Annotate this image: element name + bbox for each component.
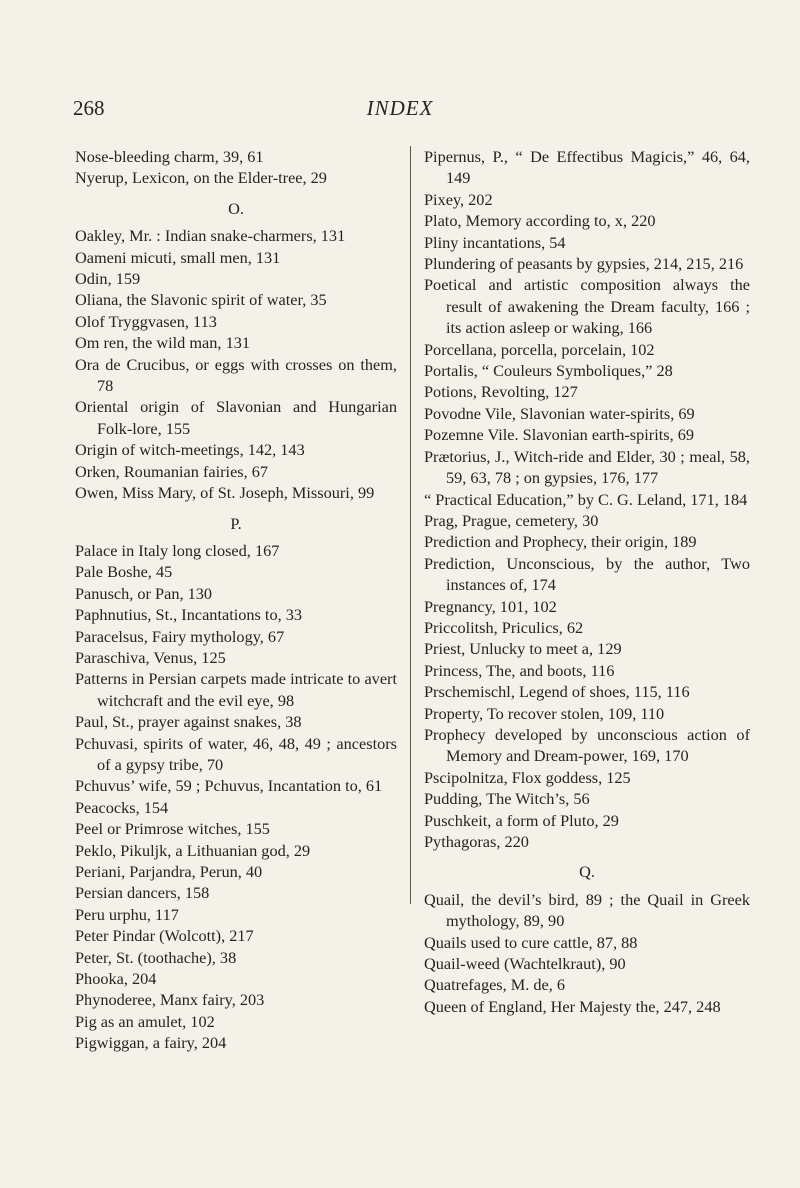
index-entry: Prediction and Prophecy, their origin, 189 xyxy=(424,532,697,552)
index-entry: Quatrefages, M. de, 6 xyxy=(424,975,566,995)
index-entry: Pipernus, P., “ De Effectibus Magicis,” 46, 64, 149 xyxy=(424,147,750,188)
index-entry: Puschkeit, a form of Pluto, 29 xyxy=(424,810,619,830)
index-entry: Pozemne Vile. Slavonian earth-spirits, 69 xyxy=(424,425,695,445)
index-entry: Pudding, The Witch’s, 56 xyxy=(424,789,590,809)
index-entry: Ora de Crucibus, or eggs with crosses on them, 78 xyxy=(75,354,397,396)
index-entry: Pregnancy, 101, 102 xyxy=(424,596,557,616)
index-entry: Patterns in Persian carpets made intricate to avert witchcraft and the evil eye, 98 xyxy=(75,669,397,710)
index-entry: Potions, Revolting, 127 xyxy=(424,382,578,402)
index-entry: Oriental origin of Slavonian and Hungarian Folk-lore, 155 xyxy=(75,397,397,438)
index-entry: Quail-weed (Wachtelkraut), 90 xyxy=(424,954,626,974)
index-entry: Nyerup, Lexicon, on the Elder-tree, 29 xyxy=(75,168,327,188)
index-entry: Prschemischl, Legend of shoes, 115, 116 xyxy=(424,682,690,702)
index-entry: Panusch, or Pan, 130 xyxy=(75,583,213,603)
index-entry: Peter Pindar (Wolcott), 217 xyxy=(75,926,254,946)
index-entry: Pchuvasi, spirits of water, 46, 48, 49 ; ancestors of a gypsy tribe, 70 xyxy=(75,733,397,774)
index-entry: Origin of witch-meetings, 142, 143 xyxy=(75,440,305,460)
index-entry: Paraschiva, Venus, 125 xyxy=(75,647,226,667)
index-entry: Prætorius, J., Witch-ride and Elder, 30 ; meal, 58, 59, 63, 78 ; on gypsies, 176, 177 xyxy=(424,446,750,488)
index-entry: Pchuvus’ wife, 59 ; Pchuvus, Incantation to, 61 xyxy=(75,776,383,796)
index-entry: Portalis, “ Couleurs Symboliques,” 28 xyxy=(424,361,673,381)
index-entry: Poetical and artistic composition always the result of awakening the Dream faculty, 166 ; its action asleep or waking, 166 xyxy=(424,275,750,338)
index-entry: Property, To recover stolen, 109, 110 xyxy=(424,703,665,723)
page-header xyxy=(0,96,800,128)
index-entry: Pythagoras, 220 xyxy=(424,832,529,851)
index-entry: Oliana, the Slavonic spirit of water, 35 xyxy=(75,290,327,310)
index-entry: Nose-bleeding charm, 39, 61 xyxy=(75,147,264,166)
index-entry: Porcellana, porcella, porcelain, 102 xyxy=(424,339,655,359)
index-entry: Queen of England, Her Majesty the, 247, 248 xyxy=(424,996,721,1016)
index-entry: Phynoderee, Manx fairy, 203 xyxy=(75,990,265,1010)
index-entry: Paul, St., prayer against snakes, 38 xyxy=(75,712,302,732)
index-entry: Plato, Memory according to, x, 220 xyxy=(424,211,656,231)
section-letter: P. xyxy=(230,513,242,533)
index-entry: Om ren, the wild man, 131 xyxy=(75,333,250,353)
index-column-right xyxy=(424,146,750,1017)
index-entry: Odin, 159 xyxy=(75,269,141,289)
index-entry: Paphnutius, St., Incantations to, 33 xyxy=(75,605,303,625)
column-divider xyxy=(410,146,411,904)
index-entry: Periani, Parjandra, Perun, 40 xyxy=(75,862,263,881)
index-entry: Prediction, Unconscious, by the author, Two instances of, 174 xyxy=(424,553,750,595)
index-entry: Pale Boshe, 45 xyxy=(75,562,173,582)
index-column-left xyxy=(75,146,397,1054)
index-entry: Prag, Prague, cemetery, 30 xyxy=(424,510,599,530)
index-entry: Oakley, Mr. : Indian snake-charmers, 131 xyxy=(75,226,346,246)
index-entry: Peru urphu, 117 xyxy=(75,904,179,924)
index-entry: Priccolitsh, Priculics, 62 xyxy=(424,617,584,637)
index-entry: Quails used to cure cattle, 87, 88 xyxy=(424,932,638,952)
index-entry: Persian dancers, 158 xyxy=(75,883,210,903)
section-letter: Q. xyxy=(579,862,595,882)
index-entry: Peel or Primrose witches, 155 xyxy=(75,819,270,839)
index-entry: Owen, Miss Mary, of St. Joseph, Missouri, 99 xyxy=(75,483,375,503)
index-entry: Peter, St. (toothache), 38 xyxy=(75,947,237,967)
index-entry: Priest, Unlucky to meet a, 129 xyxy=(424,639,622,659)
index-entry: Pscipolnitza, Flox goddess, 125 xyxy=(424,767,631,787)
index-entry: Pliny incantations, 54 xyxy=(424,232,566,252)
section-letter: O. xyxy=(228,198,244,218)
index-entry: Pigwiggan, a fairy, 204 xyxy=(75,1033,227,1053)
index-entry: Princess, The, and boots, 116 xyxy=(424,660,615,680)
index-entry: Pig as an amulet, 102 xyxy=(75,1011,215,1031)
index-entry: Palace in Italy long closed, 167 xyxy=(75,540,280,560)
index-entry: Peacocks, 154 xyxy=(75,797,169,817)
page-number: 268 xyxy=(73,96,105,120)
index-entry: Olof Tryggvasen, 113 xyxy=(75,311,217,331)
index-entry: Oameni micuti, small men, 131 xyxy=(75,247,281,267)
index-entry: “ Practical Education,” by C. G. Leland, 171, 184 xyxy=(424,489,748,509)
index-entry: Paracelsus, Fairy mythology, 67 xyxy=(75,626,285,646)
index-entry: Peklo, Pikuljk, a Lithuanian god, 29 xyxy=(75,840,311,860)
index-entry: Prophecy developed by unconscious action of Memory and Dream-power, 169, 170 xyxy=(424,724,750,766)
index-entry: Povodne Vile, Slavonian water-spirits, 69 xyxy=(424,403,695,423)
index-entry: Plundering of peasants by gypsies, 214, 215, 216 xyxy=(424,254,744,274)
index-entry: Quail, the devil’s bird, 89 ; the Quail in Greek mythology, 89, 90 xyxy=(424,889,750,931)
index-entry: Orken, Roumanian fairies, 67 xyxy=(75,461,269,481)
running-title: INDEX xyxy=(366,96,434,120)
index-entry: Pixey, 202 xyxy=(424,189,493,209)
index-entry: Phooka, 204 xyxy=(75,969,157,989)
